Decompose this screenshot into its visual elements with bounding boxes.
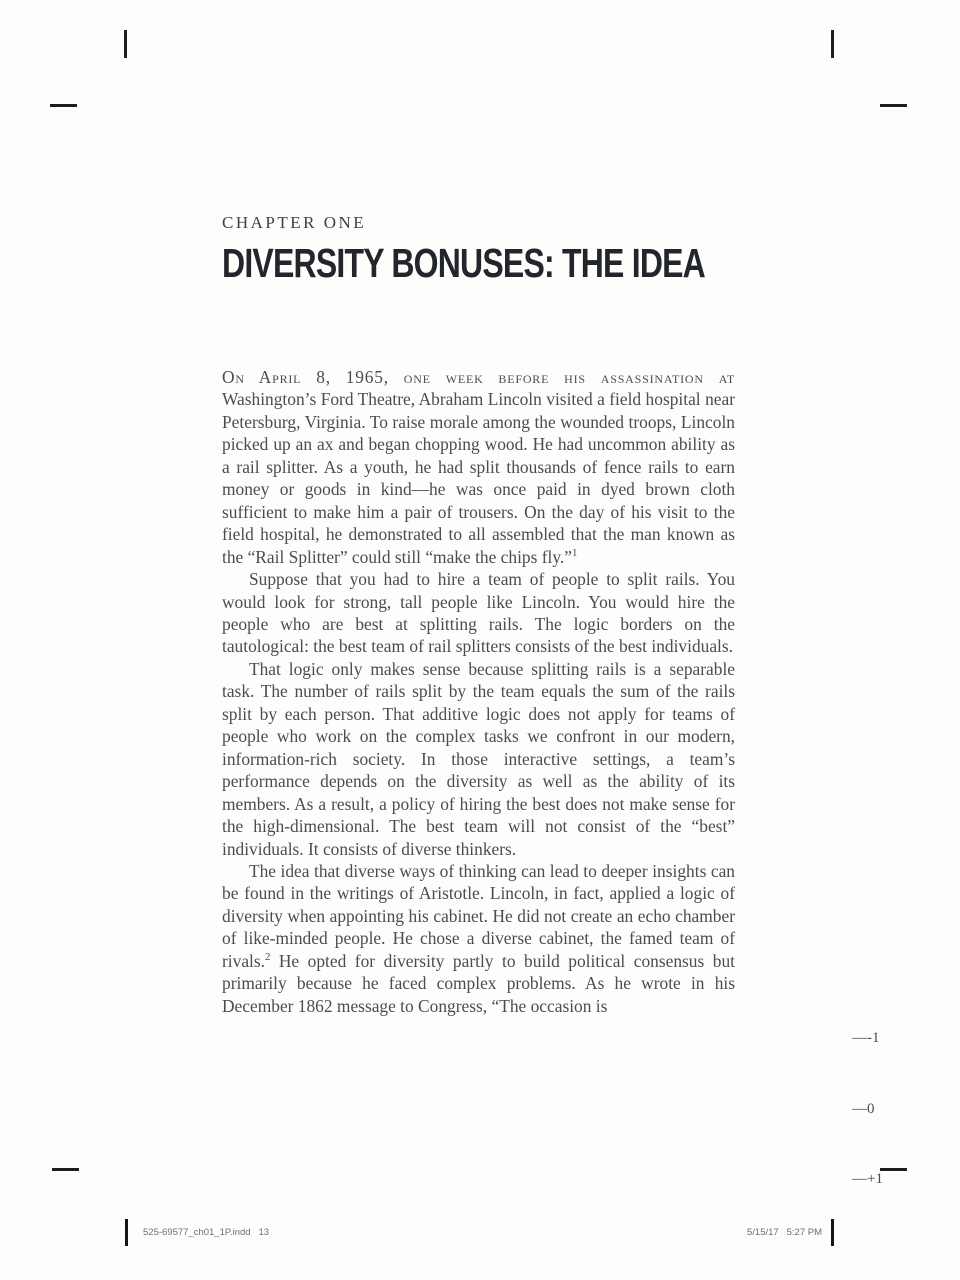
chapter-title: DIVERSITY BONUSES: THE IDEA	[222, 240, 706, 286]
paragraph-3: That logic only makes sense because splitting rails is a separable task. The number of rails split by the team equals the sum of the rails split by each person. That additive logic does not apply for teams of people who work on the complex tasks we confront in our modern, information-rich society. In those interactive settings, a team’s performance depends on the diversity as well as the ability of its members. As a result, a policy of hiring the best does not make sense for the high-dimensional. The best team will not consist of the “best” individuals. It consists of diverse thinkers.	[222, 658, 735, 859]
chapter-label: CHAPTER ONE	[222, 213, 367, 232]
crop-mark-left	[50, 104, 77, 107]
crop-mark-bottom-left	[52, 1168, 79, 1171]
footer-rule-left	[125, 1219, 128, 1246]
footnote-ref-2: 2	[264, 950, 271, 963]
paragraph-1-body: Washington’s Ford Theatre, Abraham Lincoln visited a field hospital near Petersburg, Virginia. To raise morale among the wounded troops, Lincoln picked up an ax and began chopping wood. He had uncommon ability as a rail splitter. As a youth, he had split thousands of fence rails to earn money or goods in kind—he was once paid in dyed brown cloth sufficient to make him a pair of trousers. On the day of his visit to the field hospital, he demonstrated to all assembled that the man known as the “Rail Splitter” could still “make the chips fly.”	[222, 389, 735, 567]
footer-file-slug: 525-69577_ch01_1P.indd 13	[143, 1227, 270, 1238]
paragraph-1-smallcaps-lead: On April 8, 1965, one week before his assassination at	[222, 367, 735, 387]
proof-margin-marks	[852, 980, 883, 1239]
paragraph-4-part-a: The idea that diverse ways of thinking can lead to deeper insights can be found in the writings of Aristotle. Lincoln, in fact, applied a logic of diversity when appointing his cabinet. He did not create an echo chamber of like-minded people. He chose a diverse cabinet, the famed team of rivals.	[222, 860, 735, 971]
paragraph-2: Suppose that you had to hire a team of people to split rails. You would look for strong, tall people like Lincoln. You would hire the people who are best at splitting rails. The logic borders on the tautological: the best team of rail splitters consists of the best individuals.	[222, 569, 735, 657]
footnote-ref-1: 1	[571, 546, 578, 559]
body-text-block	[222, 366, 735, 1017]
paragraph-1	[222, 366, 735, 568]
proof-mark-plus-1: —+1	[852, 1171, 883, 1187]
crop-mark-top-right	[831, 30, 834, 58]
crop-mark-right	[880, 104, 907, 107]
paragraph-4	[222, 860, 735, 1017]
paragraph-4-part-b: He opted for diversity partly to build political consensus but primarily because he faced complex problems. As he wrote in his December 1862 message to Congress, “The occasion is	[222, 950, 735, 1016]
proof-mark-minus-1: —-1	[852, 1030, 880, 1046]
proof-mark-zero: —0	[852, 1100, 875, 1117]
crop-mark-top-left	[124, 30, 127, 58]
footer-rule-right	[831, 1219, 834, 1246]
crop-mark-bottom-right	[880, 1168, 907, 1171]
footer-timestamp: 5/15/17 5:27 PM	[747, 1227, 822, 1238]
